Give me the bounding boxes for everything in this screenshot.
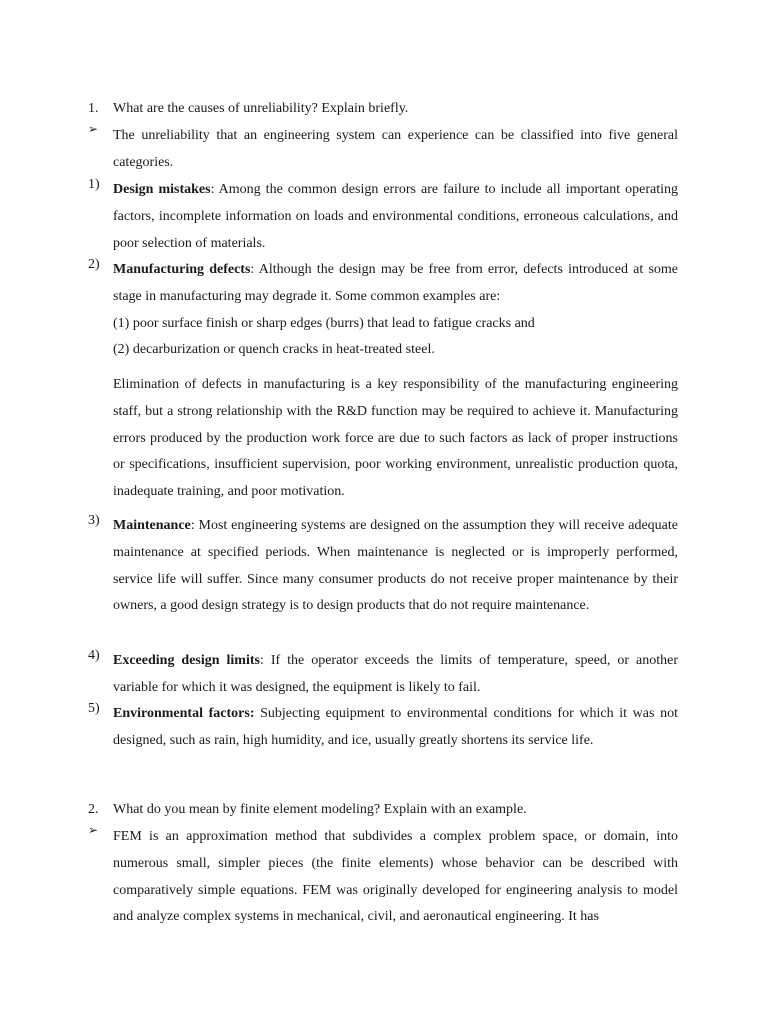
- question-number: 1.: [88, 101, 99, 116]
- list-item-manufacturing-defects: 2) Manufacturing defects: Although the design may be free from error, defects introduced at some stage in manufacturing may degrade it. Some common examples are: (1) poor surface finish or sharp edges (burrs) that lead to fatigue cracks and (2) decarburization or quench cracks in heat-treated steel.: [88, 257, 678, 364]
- question-2: [88, 797, 678, 824]
- question-1: [88, 96, 678, 123]
- intro-paragraph: The unreliability that an engineering system can experience can be classified into five general categories.: [113, 128, 678, 170]
- list-item-text: Most engineering systems are designed on the assumption they will receive adequate maintenance at specified periods. When maintenance is neglected or is improperly performed, service life will suffer. Since many consumer products do not receive proper maintenance by their owners, a good design strategy is to design products that do not require maintenance.: [113, 518, 678, 614]
- question-2-heading: [88, 797, 678, 824]
- list-item-text: Subjecting equipment to environmental conditions for which it was not designed, such as rain, high humidity, and ice, usually greatly shortens its service life.: [113, 706, 678, 748]
- question-number: 2.: [88, 802, 99, 817]
- question-text: What are the causes of unreliability? Explain briefly.: [113, 101, 409, 116]
- list-item-term: Maintenance: [113, 518, 191, 533]
- arrow-bullet-icon: ➢: [88, 122, 99, 136]
- list-marker: 2): [88, 257, 100, 272]
- list-marker: 3): [88, 513, 100, 528]
- manufacturing-paragraph: [88, 372, 678, 506]
- list-item-design-mistakes: 1) Design mistakes: Among the common design errors are failure to include all important operating factors, incomplete information on loads and environmental conditions, erroneous calculations, and poor selection of materials.: [88, 177, 678, 251]
- list-item-term: Design mistakes: [113, 182, 211, 197]
- list-item-term: Environmental factors:: [113, 706, 255, 721]
- list-item-text: Among the common design errors are failure to include all important operating factors, incomplete information on loads and environmental conditions, erroneous calculations, and poor selection of materials.: [113, 182, 678, 251]
- answer-1-intro: [88, 123, 678, 177]
- list-marker: 1): [88, 177, 100, 192]
- list-marker: 4): [88, 648, 100, 663]
- paragraph-text: Elimination of defects in manufacturing is a key responsibility of the manufacturing engineering staff, but a strong relationship with the R&D function may be required to achieve it. Manufacturing errors produced by the production work force are due to such factors as lack of proper instructions or specifications, insufficient supervision, poor working environment, unrealistic production quota, inadequate training, and poor motivation.: [113, 377, 678, 500]
- arrow-bullet-icon: ➢: [88, 823, 99, 837]
- answer-paragraph: FEM is an approximation method that subdivides a complex problem space, or domain, into numerous small, simpler pieces (the finite elements) whose behavior can be described with comparatively simple equations. FEM was originally developed for engineering analysis to model and analyze complex systems in mechanical, civil, and aeronautical engineering. It has: [113, 829, 678, 925]
- example-1: (1) poor surface finish or sharp edges (burrs) that lead to fatigue cracks and: [113, 315, 535, 331]
- list-item-text: If the operator exceeds the limits of temperature, speed, or another variable for which it was designed, the equipment is likely to fail.: [113, 653, 678, 695]
- list-item-term: Exceeding design limits: [113, 653, 260, 668]
- answer-2: [88, 824, 678, 931]
- question-1-heading: [88, 96, 678, 123]
- list-item-maintenance: 3) Maintenance: Most engineering systems are designed on the assumption they will receive adequate maintenance at specified periods. When maintenance is neglected or is improperly performed, service life will suffer. Since many consumer products do not receive proper maintenance by their owners, a good design strategy is to design products that do not require maintenance.: [88, 513, 678, 614]
- list-marker: 5): [88, 701, 100, 716]
- list-item-environmental-factors: [88, 701, 678, 755]
- list-item-text: Although the design may be free from error, defects introduced at some stage in manufacturing may degrade it. Some common examples are:: [113, 262, 678, 304]
- question-text: What do you mean by finite element modeling? Explain with an example.: [113, 802, 527, 817]
- list-item-term: Manufacturing defects: [113, 262, 251, 277]
- example-2: (2) decarburization or quench cracks in heat-treated steel.: [113, 342, 435, 358]
- list-item-exceeding-design-limits: 4) Exceeding design limits: If the operator exceeds the limits of temperature, speed, or another variable for which it was designed, the equipment is likely to fail.: [88, 648, 678, 695]
